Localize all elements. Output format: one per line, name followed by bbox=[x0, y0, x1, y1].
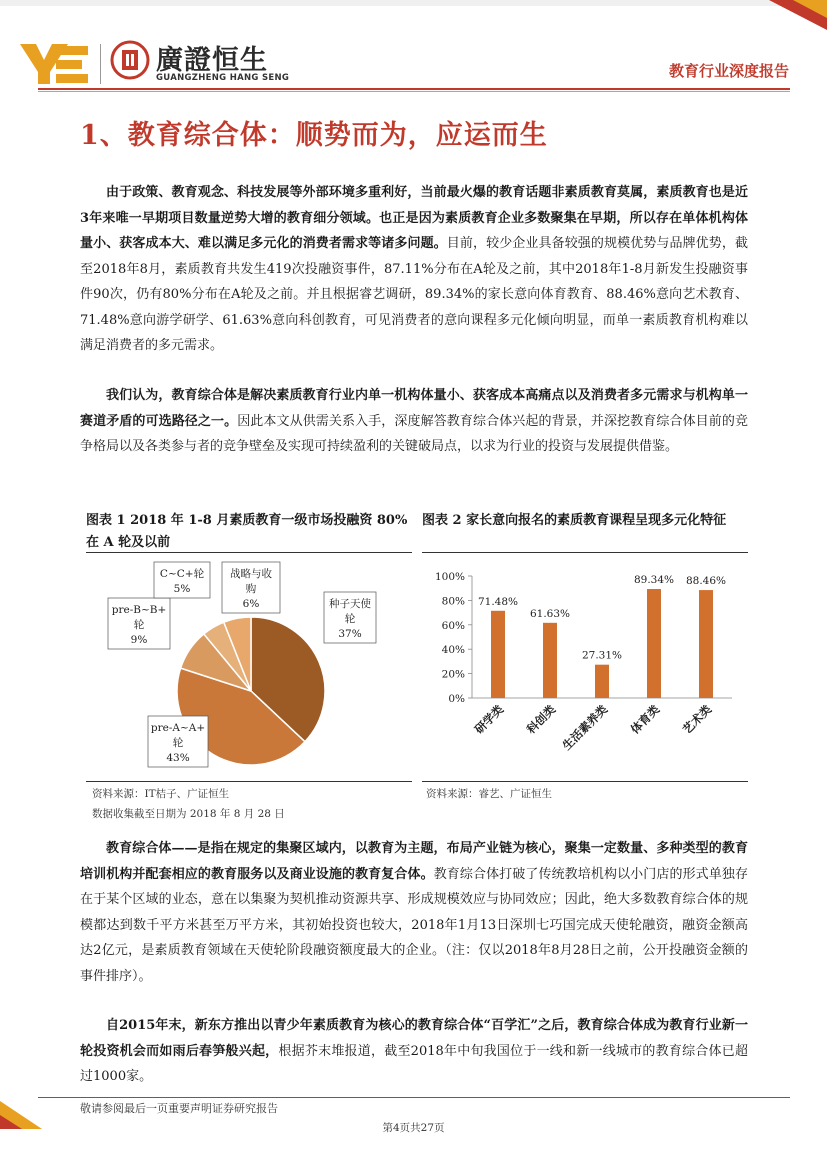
paragraph-4-text: 根据芥末堆报道，截至2018年中旬我国位于一线和新一线城市的教育综合体已超过1000家。 bbox=[80, 1043, 748, 1084]
bar-value-label-2: 27.31% bbox=[581, 649, 623, 662]
pie-category-label-1: pre-A~A+ bbox=[150, 722, 206, 734]
ye-logo-icon bbox=[20, 42, 90, 86]
bar-value-label-1: 61.63% bbox=[529, 607, 571, 620]
pie-value-label-0: 37% bbox=[338, 628, 362, 640]
pie-category-label-4: 购 bbox=[245, 583, 257, 595]
bar-0 bbox=[491, 611, 505, 698]
header-rule bbox=[38, 88, 790, 90]
figure-2-source: 资料来源：睿艺、广证恒生 bbox=[426, 788, 552, 800]
figure-2-source-rule bbox=[422, 781, 748, 782]
header-top-bar bbox=[0, 0, 827, 6]
bar-y-tick-label: 100% bbox=[434, 571, 465, 583]
pie-category-label-0: 轮 bbox=[344, 613, 356, 625]
paragraph-3-bold: 教育综合体——是指在规定的集聚区域内，以教育为主题，布局产业链为核心，聚集一定数量、多种类型的教育培训机构并配套相应的教育服务以及商业设施的教育复合体。 bbox=[80, 841, 748, 882]
brand-name-cn: 廣證恒生 bbox=[156, 45, 268, 76]
bar-2 bbox=[595, 665, 609, 698]
paragraph-3-text: 教育综合体打破了传统教培机构以小门店的形式单独存在于某个区域的业态，意在以集聚为契机推动资源共享、形成规模效应与协同效应；因此，绝大多数教育综合体的规模都达到数千平方米甚至万平方米，其初始投资也较大，2018年1月13日深圳七巧国完成天使轮融资，融资金额高达2亿元，是素质教育领域在天使轮阶段融资额度最大的企业。（注：仅以2018年8月28日之前，公开投融资金额的事件排序）。 bbox=[80, 866, 748, 984]
figure-1-source-rule bbox=[86, 781, 412, 782]
bar-y-tick-label: 60% bbox=[441, 619, 465, 632]
bar-category-label-1: 科创类 bbox=[523, 702, 559, 737]
seal-logo-icon bbox=[110, 40, 150, 80]
footer-disclaimer: 敬请参阅最后一页重要声明证券研究报告 bbox=[80, 1102, 278, 1115]
pie-category-label-1: 轮 bbox=[172, 737, 184, 749]
paragraph-2-text: 因此本文从供需关系入手，深度解答教育综合体兴起的背景，并深挖教育综合体目前的竞争格局以及各类参与者的竞争壁垒及实现可持续盈利的关键破局点，以求为行业的投资与发展提供借鉴。 bbox=[80, 413, 748, 454]
bar-value-label-0: 71.48% bbox=[477, 595, 519, 608]
paragraph-1 bbox=[80, 180, 748, 359]
figure-1-source: 资料来源：IT桔子、广证恒生 bbox=[92, 788, 230, 800]
page-number: 第4页共27页 bbox=[382, 1122, 445, 1134]
corner-decoration-inner bbox=[793, 0, 827, 18]
figure-1-title: 图表 1 2018 年 1-8 月素质教育一级市场投融资 80%在 A 轮及以前 bbox=[86, 513, 408, 550]
bar-y-tick-label: 80% bbox=[441, 595, 465, 608]
bar-y-tick-label: 20% bbox=[441, 668, 465, 681]
pie-category-label-2: 轮 bbox=[133, 619, 145, 631]
pie-value-label-3: 5% bbox=[173, 583, 191, 595]
pie-category-label-4: 战略与收 bbox=[230, 568, 272, 580]
bar-value-label-3: 89.34% bbox=[633, 574, 675, 587]
pie-value-label-1: 43% bbox=[166, 752, 190, 764]
pie-chart bbox=[86, 556, 412, 778]
paragraph-4-bold: 自2015年末，新东方推出以青少年素质教育为核心的教育综合体“百学汇”之后，教育综合体成为教育行业新一轮投资机会而如雨后春笋般兴起， bbox=[80, 1018, 748, 1059]
bar-4 bbox=[699, 590, 713, 698]
paragraph-2-bold: 我们认为，教育综合体是解决素质教育行业内单一机构体量小、获客成本高痛点以及消费者多元需求与机构单一赛道矛盾的可选路径之一。 bbox=[80, 388, 748, 429]
figure-1-note: 数据收集截至日期为 2018 年 8 月 28 日 bbox=[92, 808, 285, 820]
paragraph-4 bbox=[80, 1013, 748, 1090]
pie-value-label-2: 9% bbox=[130, 634, 148, 646]
bar-y-tick-label: 40% bbox=[441, 644, 465, 657]
paragraph-1-bold: 由于政策、教育观念、科技发展等外部环境多重利好，当前最火爆的教育话题非素质教育莫属，素质教育也是近3年来唯一早期项目数量逆势大增的教育细分领域。也正是因为素质教育企业多数聚集在早期，所以存在单体机构体量小、获客成本大、难以满足多元化的消费者需求等诸多问题。 bbox=[80, 185, 748, 251]
bar-3 bbox=[647, 589, 661, 698]
bar-chart bbox=[422, 556, 748, 778]
logo-separator bbox=[100, 44, 101, 84]
figure-2-title: 图表 2 家长意向报名的素质教育课程呈现多元化特征 bbox=[422, 513, 727, 528]
pie-category-label-2: pre-B~B+ bbox=[111, 604, 167, 616]
pie-value-label-4: 6% bbox=[242, 598, 260, 610]
pie-category-label-3: C~C+轮 bbox=[159, 568, 205, 580]
bar-y-tick-label: 0% bbox=[448, 693, 465, 705]
paragraph-2 bbox=[80, 383, 748, 460]
paragraph-3 bbox=[80, 836, 748, 989]
figure-2-rule bbox=[422, 552, 748, 553]
bar-1 bbox=[543, 623, 557, 698]
brand-name-en: GUANGZHENG HANG SENG bbox=[156, 73, 290, 83]
bar-value-label-4: 88.46% bbox=[685, 575, 727, 588]
bar-category-label-4: 艺术类 bbox=[679, 702, 715, 737]
figure-1-rule bbox=[86, 552, 412, 553]
header-rule-secondary bbox=[38, 91, 790, 92]
pie-category-label-0: 种子天使 bbox=[329, 598, 371, 610]
report-type-label: 教育行业深度报告 bbox=[668, 62, 789, 80]
section-title: 1、教育综合体：顺势而为，应运而生 bbox=[80, 120, 548, 151]
bar-category-label-0: 研学类 bbox=[471, 702, 507, 737]
bar-category-label-2: 生活素养类 bbox=[559, 702, 611, 753]
paragraph-1-text: 目前，较少企业具备较强的规模优势与品牌优势，截至2018年8月，素质教育共发生419次投融资事件，87.11%分布在A轮及之前，其中2018年1-8月新发生投融资事件90次，仍有80%分布在A轮及之前。并且根据睿艺调研，89.34%的家长意向体育教育、88.46%意向艺术教育、71.48%意向游学研学、61.63%意向科创教育，可见消费者的意向课程多元化倾向明显，而单一素质教育机构难以满足消费者的多元需求。 bbox=[80, 236, 748, 353]
footer-rule bbox=[38, 1097, 790, 1098]
bar-category-label-3: 体育类 bbox=[627, 702, 663, 737]
